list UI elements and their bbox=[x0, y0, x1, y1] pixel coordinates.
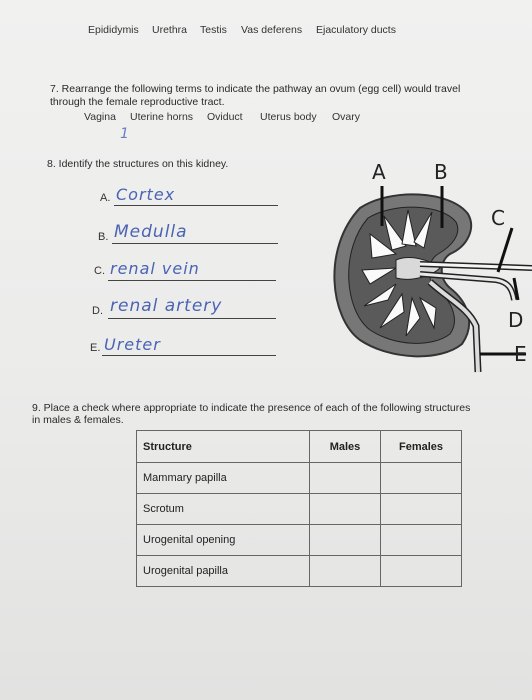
q9-text-line2: in males & females. bbox=[32, 414, 124, 426]
cell-mammary-papilla-females[interactable] bbox=[381, 463, 462, 494]
cell-scrotum-males[interactable] bbox=[310, 494, 381, 525]
term-epididymis: Epididymis bbox=[88, 24, 139, 36]
table-row bbox=[137, 494, 462, 525]
term-ejaculatory-ducts: Ejaculatory ducts bbox=[316, 24, 396, 36]
kidney-diagram bbox=[300, 150, 532, 380]
answer-d-label: D. bbox=[92, 305, 103, 317]
header-males: Males bbox=[310, 431, 381, 463]
answer-a-value: Cortex bbox=[116, 185, 176, 204]
table-row bbox=[137, 556, 462, 587]
cell-mammary-papilla-males[interactable] bbox=[310, 463, 381, 494]
q8-text: 8. Identify the structures on this kidney. bbox=[47, 158, 229, 170]
answer-b-line bbox=[112, 243, 278, 244]
q7-term-oviduct: Oviduct bbox=[207, 111, 243, 123]
answer-c-value: renal vein bbox=[110, 259, 200, 278]
cell-scrotum-females[interactable] bbox=[381, 494, 462, 525]
sex-structures-table bbox=[136, 430, 462, 587]
answer-e-label: E. bbox=[90, 342, 101, 354]
term-urethra: Urethra bbox=[152, 24, 188, 36]
answer-e-value: Ureter bbox=[104, 335, 161, 354]
table-header-row bbox=[137, 431, 462, 463]
cell-urogenital-papilla-females[interactable] bbox=[381, 556, 462, 587]
q7-term-uterus-body: Uterus body bbox=[260, 111, 317, 123]
q7-term-ovary: Ovary bbox=[332, 111, 361, 123]
q7-text-line2: through the female reproductive tract. bbox=[50, 96, 225, 108]
row-label-urogenital-papilla: Urogenital papilla bbox=[137, 556, 310, 587]
table-row bbox=[137, 525, 462, 556]
q7-term-uterine-horns: Uterine horns bbox=[130, 111, 194, 123]
term-vas-deferens: Vas deferens bbox=[241, 24, 303, 36]
marker-b: B bbox=[434, 160, 448, 184]
answer-b-value: Medulla bbox=[114, 222, 188, 242]
header-structure: Structure bbox=[137, 431, 310, 463]
table-row bbox=[137, 463, 462, 494]
answer-d-line bbox=[108, 318, 276, 319]
header-females: Females bbox=[381, 431, 462, 463]
row-label-mammary-papilla: Mammary papilla bbox=[137, 463, 310, 494]
answer-a-line bbox=[114, 205, 278, 206]
answer-c-line bbox=[108, 280, 276, 281]
term-testis: Testis bbox=[200, 24, 227, 36]
marker-e: E bbox=[514, 342, 527, 366]
marker-d: D bbox=[508, 308, 524, 332]
answer-c-label: C. bbox=[94, 265, 105, 277]
answer-a-label: A. bbox=[100, 192, 111, 204]
row-label-urogenital-opening: Urogenital opening bbox=[137, 525, 310, 556]
row-label-scrotum: Scrotum bbox=[137, 494, 310, 525]
marker-c: C bbox=[491, 206, 505, 230]
answer-e-line bbox=[102, 355, 276, 356]
answer-b-label: B. bbox=[98, 231, 109, 243]
marker-a: A bbox=[372, 160, 386, 184]
cell-urogenital-papilla-males[interactable] bbox=[310, 556, 381, 587]
q7-term-vagina: Vagina bbox=[84, 111, 116, 123]
q9-text-line1: 9. Place a check where appropriate to indicate the presence of each of the following structures bbox=[32, 402, 471, 414]
q7-handwritten-answer: 1 bbox=[120, 126, 130, 142]
cell-urogenital-opening-males[interactable] bbox=[310, 525, 381, 556]
q7-text-line1: 7. Rearrange the following terms to indicate the pathway an ovum (egg cell) would travel bbox=[50, 83, 461, 95]
answer-d-value: renal artery bbox=[110, 296, 223, 316]
cell-urogenital-opening-females[interactable] bbox=[381, 525, 462, 556]
